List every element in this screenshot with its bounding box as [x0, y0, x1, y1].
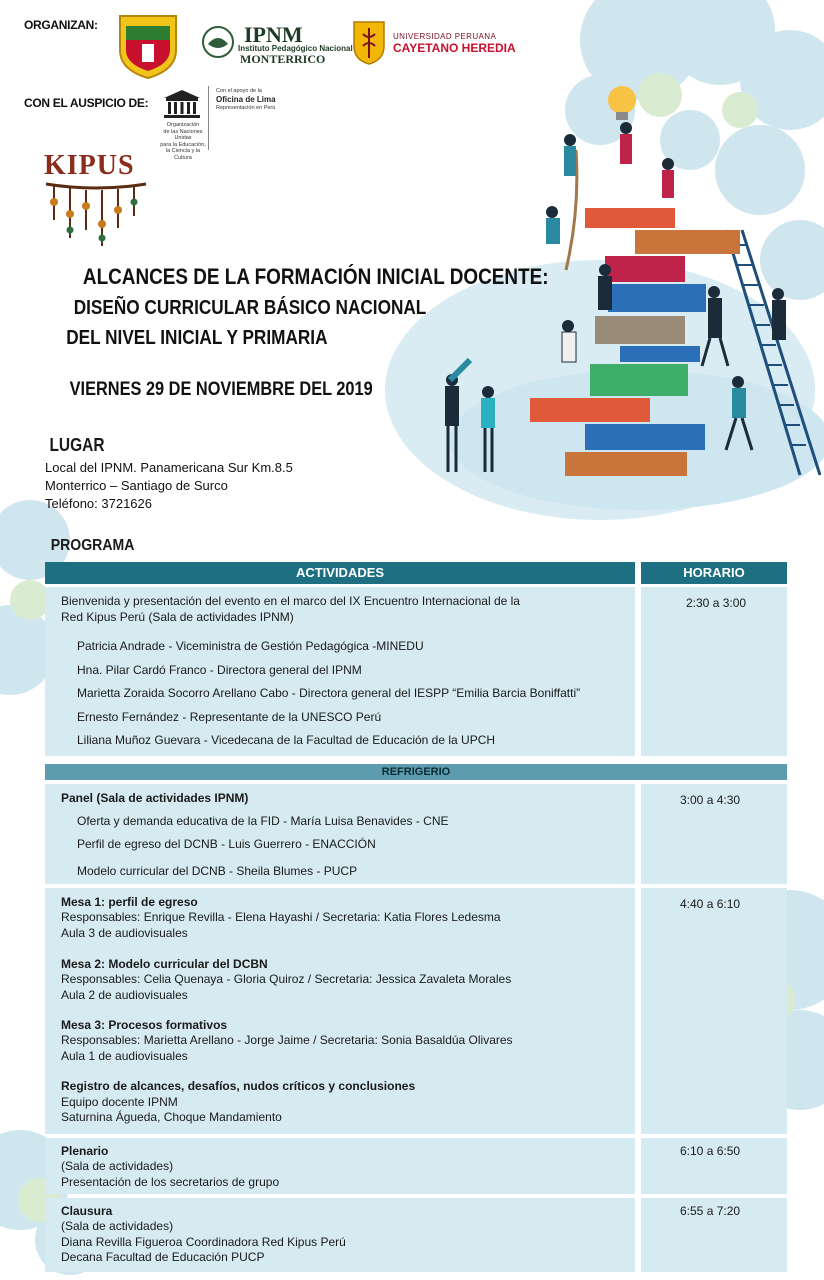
col-header-actividades: ACTIVIDADES — [45, 562, 635, 584]
upch-shield-logo — [352, 20, 386, 66]
clausura-decana: Decana Facultad de Educación PUCP — [61, 1250, 265, 1264]
upch-line1: UNIVERSIDAD PERUANA — [393, 32, 497, 41]
unesco-temple-icon — [162, 88, 202, 120]
col-header-horario: HORARIO — [641, 562, 787, 584]
panel-item: Modelo curricular del DCNB - Sheila Blumes - PUCP — [77, 864, 358, 878]
unesco-org-line: para la Educación, — [160, 141, 206, 148]
time-4-40: 4:40 a 6:10 — [680, 897, 741, 911]
speaker-item: Liliana Muñoz Guevara - Vicedecana de la Facultad de Educación de la UPCH — [77, 733, 496, 747]
refrigerio-band: REFRIGERIO — [45, 764, 787, 780]
ipnm-abbr: IPNM — [244, 22, 303, 47]
ipnm-emblem-icon — [200, 24, 236, 60]
event-title-line1: ALCANCES DE LA FORMACIÓN INICIAL DOCENTE: — [82, 264, 549, 289]
unesco-side-text: Con el apoyo de la — [216, 88, 262, 94]
plenario-sala: (Sala de actividades) — [61, 1159, 174, 1173]
registro-equipo: Equipo docente IPNM — [61, 1095, 178, 1109]
mesa2-aula: Aula 2 de audiovisuales — [61, 988, 188, 1002]
unesco-org-line: la Ciencia y la Cultura — [165, 148, 201, 161]
unesco-org-line: de las Naciones Unidas — [163, 128, 203, 141]
mesa2-responsables: Responsables: Celia Quenaya - Gloria Quiroz / Secretaria: Jessica Zavaleta Morales — [61, 972, 512, 986]
row-bienvenida-time-cell — [641, 587, 787, 756]
registro-title: Registro de alcances, desafíos, nudos críticos y conclusiones — [61, 1079, 416, 1093]
unesco-org-text — [160, 122, 206, 161]
panel-item: Perfil de egreso del DCNB - Luis Guerrero - ENACCIÓN — [77, 837, 376, 851]
clausura-coordinadora: Diana Revilla Figueroa Coordinadora Red Kipus Perú — [61, 1235, 346, 1249]
escuela-shield-logo — [118, 14, 178, 80]
ipnm-line2: MONTERRICO — [240, 52, 326, 66]
lugar-line: Local del IPNM. Panamericana Sur Km.8.5 — [45, 460, 293, 475]
bienvenida-intro: Red Kipus Perú (Sala de actividades IPNM) — [61, 610, 294, 624]
mesa2-title: Mesa 2: Modelo curricular del DCBN — [61, 957, 268, 971]
time-6-55: 6:55 a 7:20 — [680, 1204, 741, 1218]
event-title-line3: DEL NIVEL INICIAL Y PRIMARIA — [66, 327, 328, 349]
mesa1-aula: Aula 3 de audiovisuales — [61, 926, 188, 940]
lugar-line: Teléfono: 3721626 — [45, 496, 152, 511]
speaker-item: Marietta Zoraida Socorro Arellano Cabo - Directora general del IESPP “Emilia Barcia Boniffatti” — [77, 686, 581, 700]
lugar-line: Monterrico – Santiago de Surco — [45, 478, 228, 493]
lugar-heading: LUGAR — [49, 435, 105, 455]
registro-nombre: Saturnina Águeda, Choque Mandamiento — [61, 1110, 282, 1124]
panel-item: Oferta y demanda educativa de la FID - María Luisa Benavides - CNE — [77, 814, 449, 828]
row-mesas-time-cell — [641, 888, 787, 1134]
kipus-logo-text: KIPUS — [44, 150, 135, 181]
mesa3-aula: Aula 1 de audiovisuales — [61, 1049, 188, 1063]
upch-line2: CAYETANO HEREDIA — [393, 41, 516, 55]
mesa3-responsables: Responsables: Marietta Arellano - Jorge Jaime / Secretaria: Sonia Basaldúa Olivares — [61, 1033, 513, 1047]
unesco-org-line: Organización — [166, 122, 200, 128]
speaker-item: Hna. Pilar Cardó Franco - Directora general del IPNM — [77, 663, 362, 677]
plenario-detalle: Presentación de los secretarios de grupo — [61, 1175, 280, 1189]
unesco-office: Oficina de Lima — [216, 95, 276, 104]
unesco-rep: Representación en Perú — [216, 105, 276, 111]
event-title-line2: DISEÑO CURRICULAR BÁSICO NACIONAL — [73, 297, 427, 319]
mesa3-title: Mesa 3: Procesos formativos — [61, 1018, 228, 1032]
panel-title: Panel (Sala de actividades IPNM) — [61, 791, 249, 805]
time-2-30: 2:30 a 3:00 — [686, 596, 747, 610]
ipnm-line1: Instituto Pedagógico Nacional — [238, 44, 353, 53]
auspicio-label: CON EL AUSPICIO DE: — [24, 96, 149, 110]
lugar-address — [45, 459, 293, 513]
plenario-title: Plenario — [61, 1144, 109, 1158]
speaker-item: Ernesto Fernández - Representante de la UNESCO Perú — [77, 710, 382, 724]
clausura-sala: (Sala de actividades) — [61, 1219, 174, 1233]
organizan-label: ORGANIZAN: — [24, 18, 98, 32]
event-date: VIERNES 29 DE NOVIEMBRE DEL 2019 — [69, 379, 373, 400]
clausura-title: Clausura — [61, 1204, 113, 1218]
time-6-10: 6:10 a 6:50 — [680, 1144, 741, 1158]
mesa1-responsables: Responsables: Enrique Revilla - Elena Hayashi / Secretaria: Katia Flores Ledesma — [61, 910, 501, 924]
mesa1-title: Mesa 1: perfil de egreso — [61, 895, 198, 909]
time-3-00: 3:00 a 4:30 — [680, 793, 741, 807]
speaker-item: Patricia Andrade - Viceministra de Gestión Pedagógica -MINEDU — [77, 639, 424, 653]
unesco-divider — [208, 86, 209, 150]
programa-heading: PROGRAMA — [50, 537, 135, 554]
kipus-knots-icon — [44, 180, 148, 250]
bienvenida-intro: Bienvenida y presentación del evento en el marco del IX Encuentro Internacional de la — [61, 594, 520, 608]
